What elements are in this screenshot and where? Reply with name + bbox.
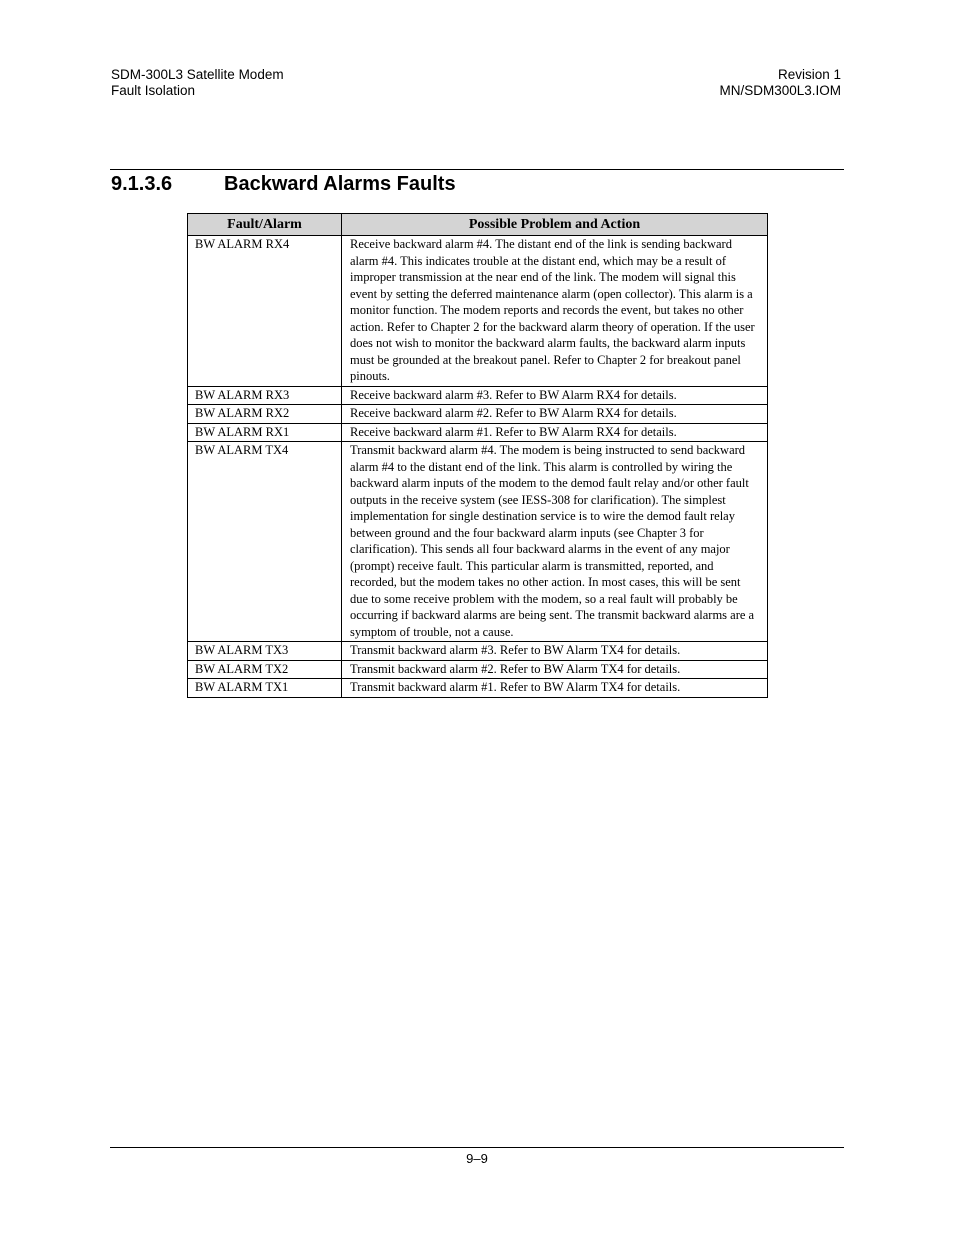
backward-alarms-table xyxy=(187,213,768,698)
table-row xyxy=(188,386,768,405)
table-header-row xyxy=(188,214,768,236)
document-title: SDM-300L3 Satellite Modem xyxy=(111,67,284,82)
fault-cell: BW ALARM TX1 xyxy=(188,679,342,698)
table-row xyxy=(188,442,768,642)
section-divider xyxy=(110,169,844,170)
table-row xyxy=(188,405,768,424)
table-row xyxy=(188,679,768,698)
fault-cell: BW ALARM RX4 xyxy=(188,236,342,387)
action-cell: Transmit backward alarm #2. Refer to BW Alarm TX4 for details. xyxy=(342,660,768,679)
table-row xyxy=(188,642,768,661)
fault-cell: BW ALARM RX3 xyxy=(188,386,342,405)
fault-cell: BW ALARM TX2 xyxy=(188,660,342,679)
footer-divider xyxy=(110,1147,844,1148)
column-header-action: Possible Problem and Action xyxy=(342,214,768,236)
page-number: 9–9 xyxy=(466,1151,488,1166)
table-row xyxy=(188,236,768,387)
action-cell: Receive backward alarm #3. Refer to BW Alarm RX4 for details. xyxy=(342,386,768,405)
action-cell: Transmit backward alarm #3. Refer to BW Alarm TX4 for details. xyxy=(342,642,768,661)
revision-label: Revision 1 xyxy=(777,67,841,82)
action-cell: Receive backward alarm #2. Refer to BW Alarm RX4 for details. xyxy=(342,405,768,424)
page-header-left xyxy=(111,67,284,99)
section-number: 9.1.3.6 xyxy=(111,173,173,195)
table-row xyxy=(188,423,768,442)
action-cell: Transmit backward alarm #4. The modem is being instructed to send backward alarm #4 to the distant end of the link. This alarm is controlled by wiring the backward alarm inputs of the modem to the demod fault relay and/or other fault outputs in the receive system (see IESS-308 for clarification). The simplest implementation for single destination service is to wire the demod fault relay between ground and the four backward alarm inputs (see Chapter 3 for clarification). This sends all four backward alarms in the event of any major (prompt) receive fault. This particular alarm is transmitted, reported, and recorded, but the modem takes no other action. In most cases, this will be sent due to some receive problem with the modem, so a real fault will probably be occurring if backward alarms are being sent. The transmit backward alarms are a symptom of trouble, not a cause. xyxy=(342,442,768,642)
fault-cell: BW ALARM RX2 xyxy=(188,405,342,424)
page-header-right xyxy=(719,67,841,99)
document-number: MN/SDM300L3.IOM xyxy=(719,83,841,98)
fault-cell: BW ALARM TX3 xyxy=(188,642,342,661)
fault-cell: BW ALARM RX1 xyxy=(188,423,342,442)
column-header-fault: Fault/Alarm xyxy=(188,214,342,236)
action-cell: Receive backward alarm #1. Refer to BW Alarm RX4 for details. xyxy=(342,423,768,442)
fault-cell: BW ALARM TX4 xyxy=(188,442,342,642)
action-cell: Transmit backward alarm #1. Refer to BW Alarm TX4 for details. xyxy=(342,679,768,698)
section-heading xyxy=(111,172,456,196)
chapter-title: Fault Isolation xyxy=(111,83,196,98)
section-title: Backward Alarms Faults xyxy=(224,173,456,195)
table-row xyxy=(188,660,768,679)
action-cell: Receive backward alarm #4. The distant end of the link is sending backward alarm #4. This indicates trouble at the distant end, which may be a result of improper transmission at the near end of the link. The modem will signal this event by setting the deferred maintenance alarm (open collector). This alarm is a monitor function. The modem reports and records the event, but takes no other action. Refer to Chapter 2 for the backward alarm theory of operation. If the user does not wish to monitor the backward alarm faults, the backward alarm inputs must be grounded at the breakout panel. Refer to Chapter 2 for breakout panel pinouts. xyxy=(342,236,768,387)
